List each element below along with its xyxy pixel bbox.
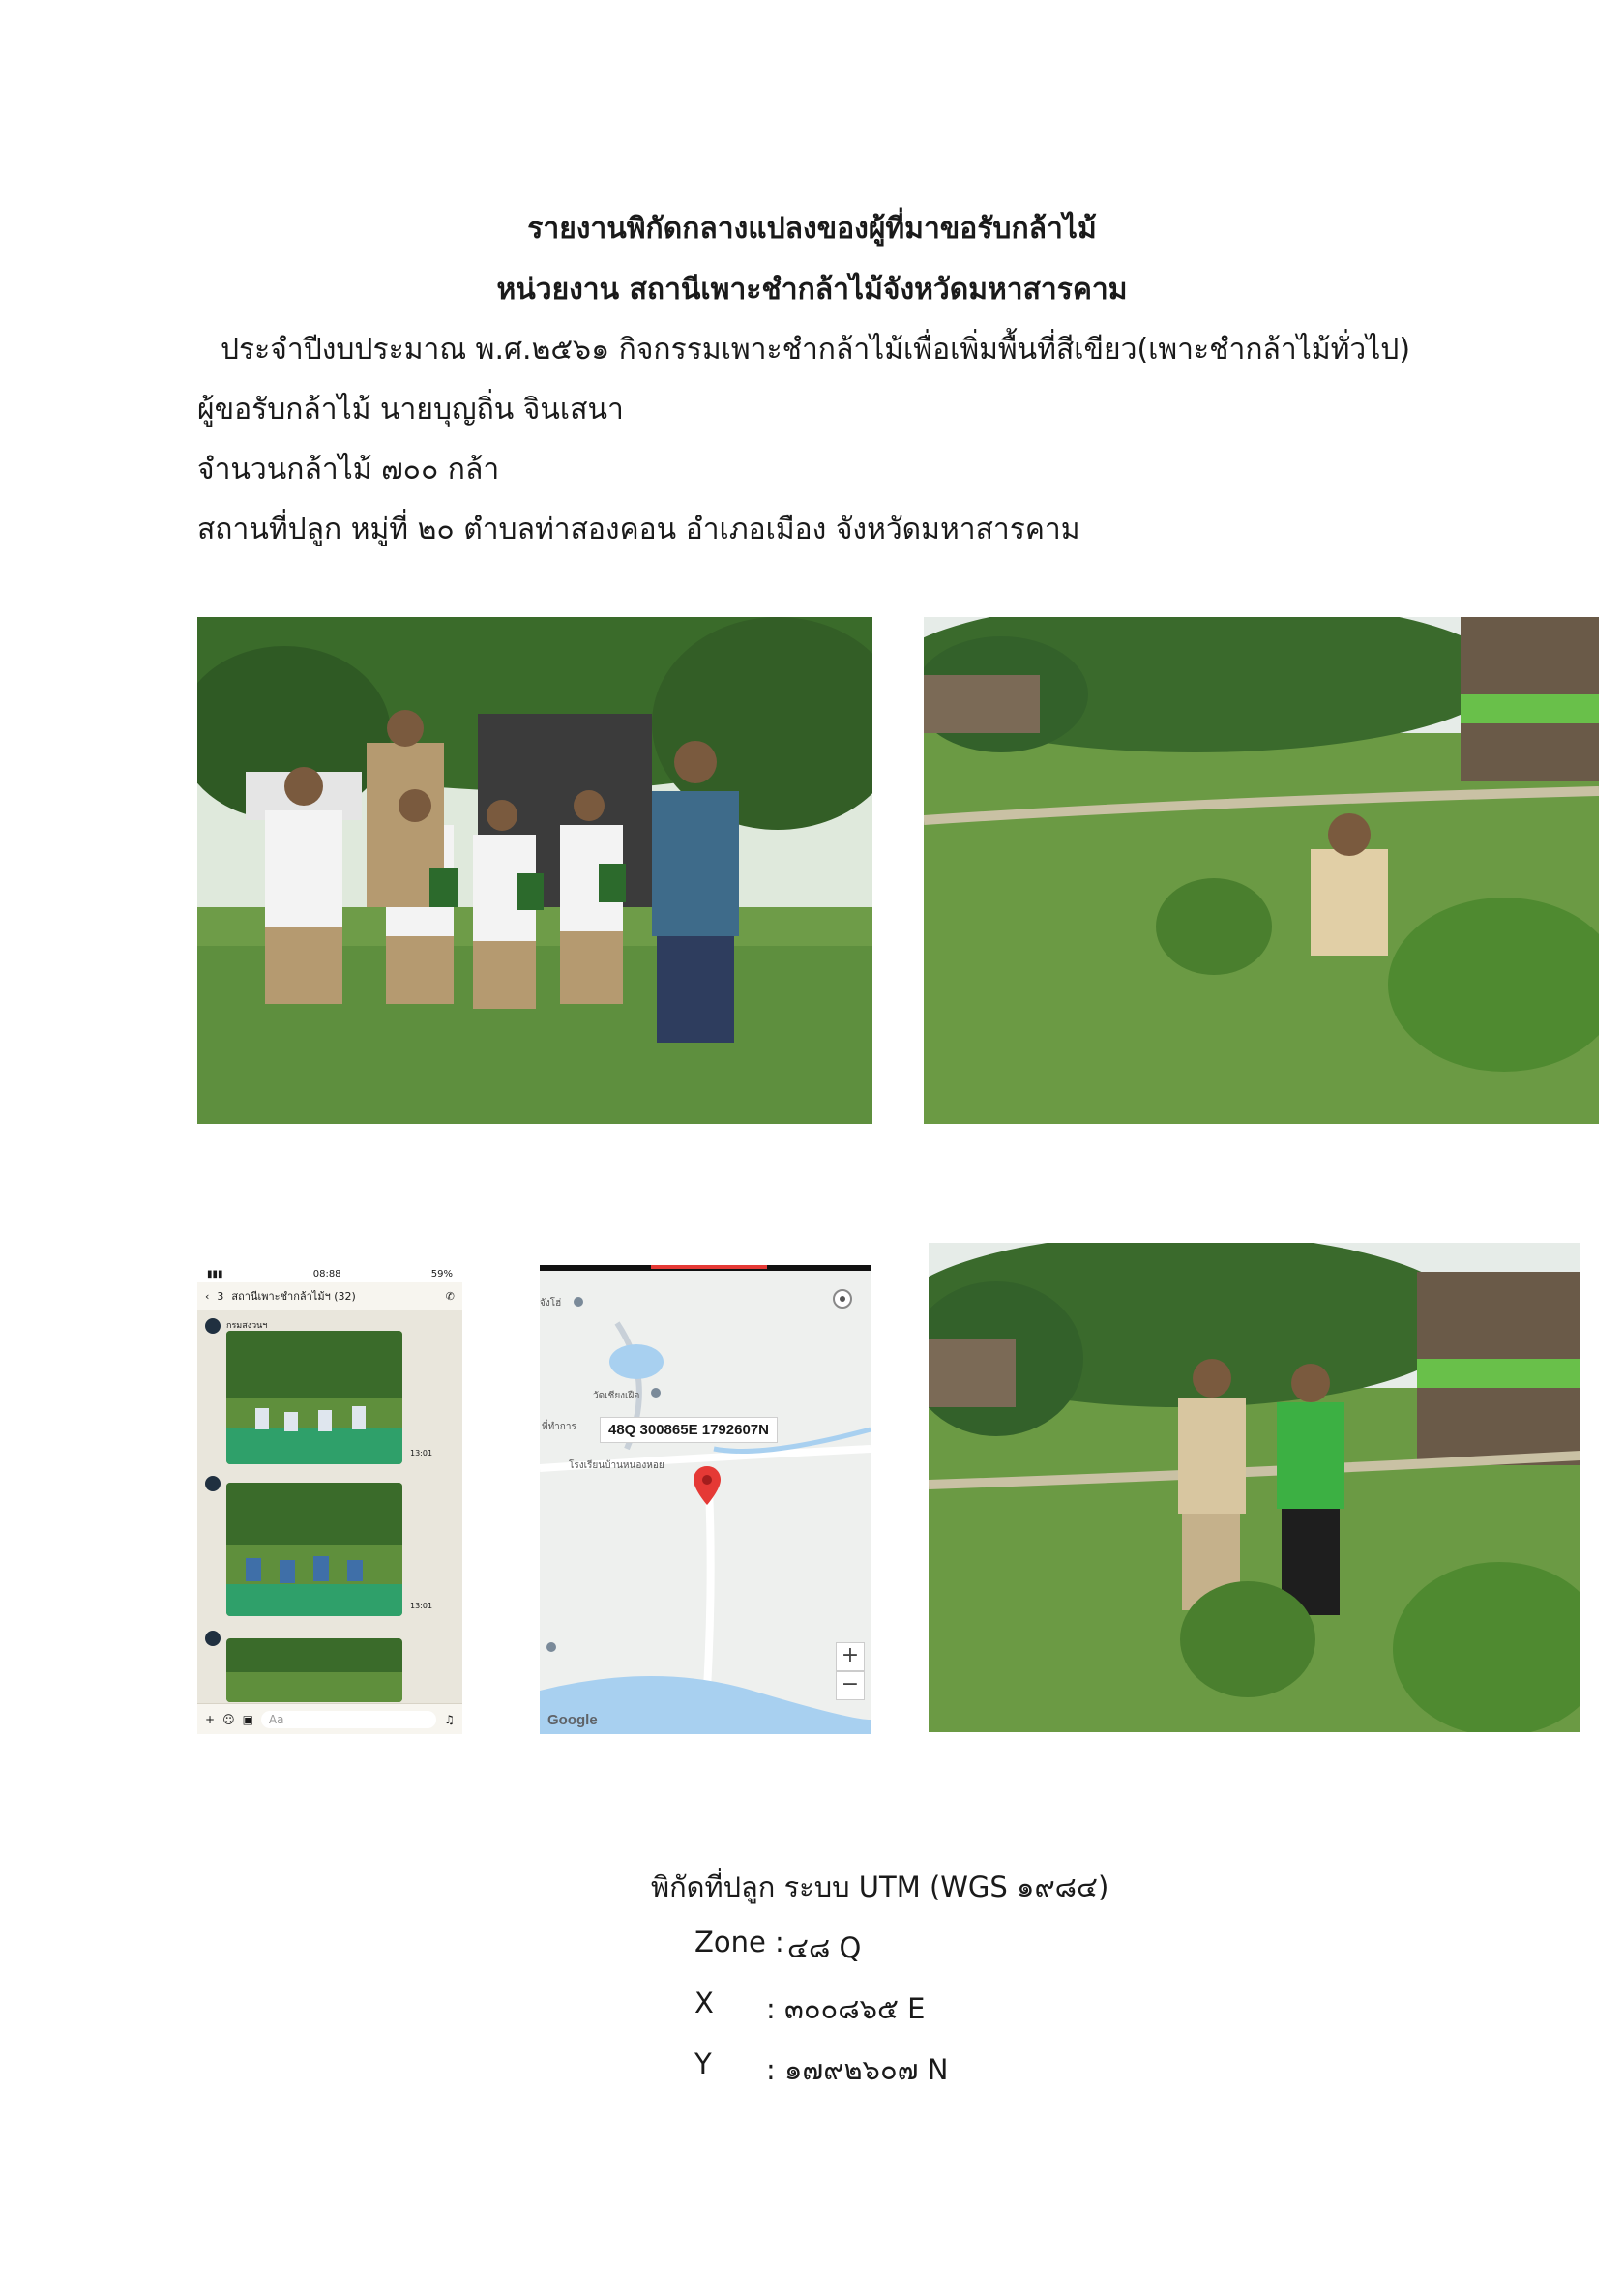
chat-input[interactable]: Aa xyxy=(261,1711,436,1728)
place-label-temple: วัดเชียงเฝือ xyxy=(593,1391,640,1401)
photo-group-seedlings xyxy=(197,617,872,1124)
photo-two-men-field xyxy=(929,1243,1580,1732)
budget-line: ประจำปีงบประมาณ พ.ศ.๒๕๖๑ กิจกรรมเพาะชำกล้าไม้เพื่อเพิ่มพื้นที่สีเขียว(เพาะชำกล้าไม้ทั่วไป) xyxy=(221,333,1411,367)
coordinate-callout: 48Q 300865E 1792607N xyxy=(600,1417,778,1443)
chat-image-1[interactable] xyxy=(226,1331,402,1464)
signal-icon: ▮▮▮ xyxy=(207,1268,223,1280)
zoom-out-button[interactable]: − xyxy=(836,1671,865,1700)
sender-name: กรมสงวนฯ xyxy=(226,1321,268,1331)
y-value: : ๑๗๙๒๖๐๗ N xyxy=(766,2053,949,2086)
place-label-north: จังโฮ่ xyxy=(540,1298,562,1309)
coordinate-heading: พิกัดที่ปลูก ระบบ UTM (WGS ๑๙๘๔) xyxy=(651,1870,1109,1903)
chat-image-3[interactable] xyxy=(226,1638,402,1702)
group-photo-illustration xyxy=(197,617,872,1124)
y-label: Y xyxy=(694,2047,712,2080)
two-men-photo-illustration xyxy=(929,1243,1580,1732)
phone-time: 08:88 xyxy=(312,1268,341,1280)
map-screenshot xyxy=(540,1265,871,1734)
map-illustration xyxy=(540,1265,871,1734)
chat-image-3-illustration xyxy=(226,1638,402,1702)
zone-value: ๔๘ Q xyxy=(787,1931,862,1964)
plus-icon[interactable]: + xyxy=(205,1712,216,1726)
timestamp-1: 13:01 xyxy=(410,1449,433,1457)
place-label-office: ที่ทำการ xyxy=(542,1422,576,1432)
x-value: : ๓๐๐๘๖๕ E xyxy=(766,1992,926,2025)
camera-icon[interactable]: ▣ xyxy=(242,1712,253,1726)
timestamp-2: 13:01 xyxy=(410,1602,433,1610)
back-count: 3 xyxy=(217,1289,224,1303)
chat-title: สถานีเพาะชำกล้าไม้ฯ (32) xyxy=(231,1290,356,1303)
chat-input-bar xyxy=(197,1703,462,1734)
chat-screenshot xyxy=(197,1265,462,1734)
sticker-icon[interactable]: ☺ xyxy=(222,1712,235,1726)
quantity-line: จำนวนกล้าไม้ ๗๐๐ กล้า xyxy=(197,453,500,486)
chat-image-1-illustration xyxy=(226,1331,402,1464)
chat-header xyxy=(197,1282,462,1310)
recipient-line: ผู้ขอรับกล้าไม้ นายบุญถิ่น จินเสนา xyxy=(197,393,624,427)
chat-image-2[interactable] xyxy=(226,1483,402,1616)
back-arrow-icon[interactable]: ‹ xyxy=(205,1289,210,1303)
photo-man-crouching xyxy=(924,617,1599,1124)
place-label-school: โรงเรียนบ้านหนองหอย xyxy=(569,1460,664,1471)
x-label: X xyxy=(694,1987,714,2019)
phone-status-bar xyxy=(197,1265,462,1282)
agency-title: หน่วยงาน สถานีเพาะชำกล้าไม้จังหวัดมหาสารคาม xyxy=(496,273,1128,307)
microphone-icon[interactable]: ♫ xyxy=(444,1712,455,1726)
phone-battery: 59% xyxy=(430,1268,453,1280)
crouch-photo-illustration xyxy=(924,617,1599,1124)
avatar xyxy=(205,1318,221,1334)
zoom-in-button[interactable]: + xyxy=(836,1642,865,1671)
google-logo: Google xyxy=(547,1712,598,1728)
report-title: รายงานพิกัดกลางแปลงของผู้ที่มาขอรับกล้าไม้ xyxy=(527,212,1097,246)
phone-call-icon[interactable]: ✆ xyxy=(445,1289,455,1303)
location-line: สถานที่ปลูก หมู่ที่ ๒๐ ตำบลท่าสองคอน อำเภอเมือง จังหวัดมหาสารคาม xyxy=(197,513,1080,546)
avatar xyxy=(205,1476,221,1491)
avatar xyxy=(205,1631,221,1646)
chat-image-2-illustration xyxy=(226,1483,402,1616)
zone-label: Zone : xyxy=(694,1926,784,1958)
